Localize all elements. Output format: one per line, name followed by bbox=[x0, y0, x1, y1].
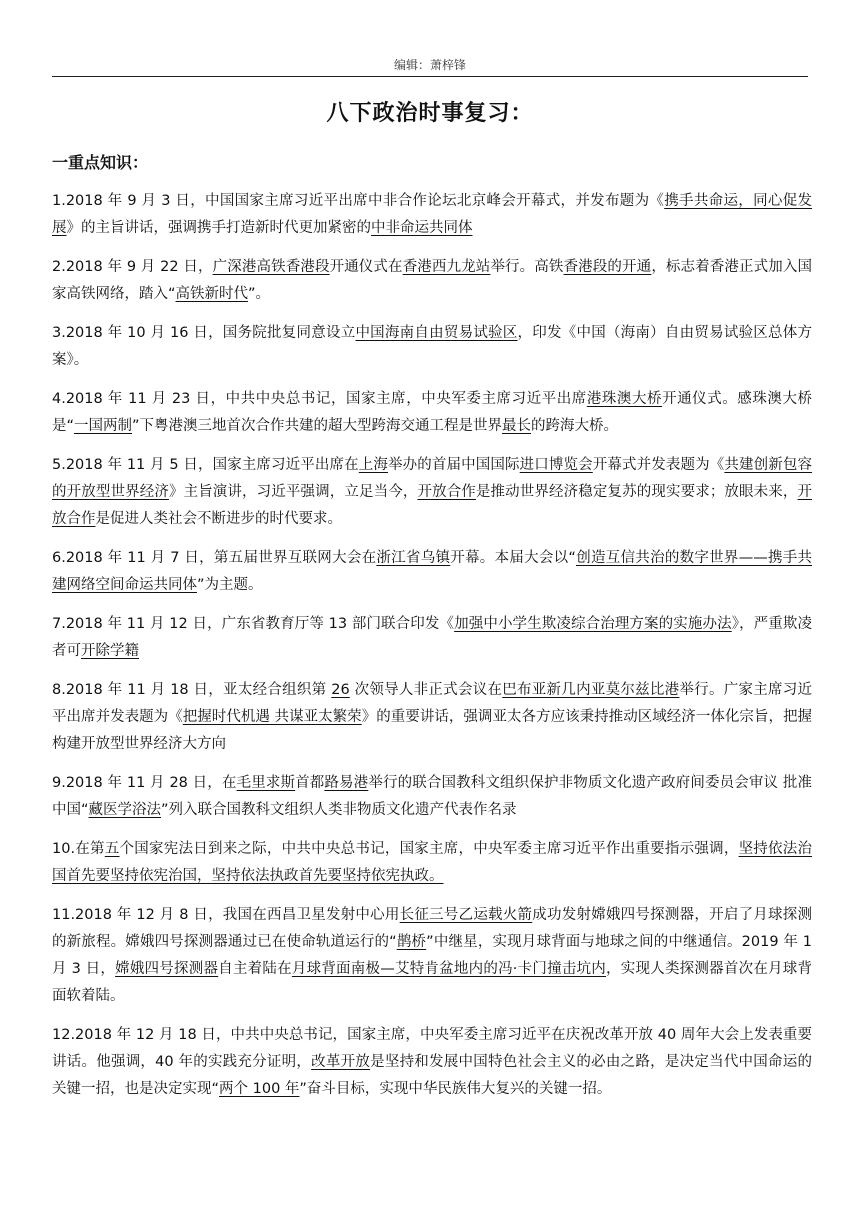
item-text: 的跨海大桥。 bbox=[531, 418, 619, 434]
key-phrase: 嫦娥四号探测器 bbox=[115, 961, 219, 977]
news-item-1 bbox=[52, 188, 812, 242]
key-phrase: 两个 100 年 bbox=[219, 1081, 300, 1097]
key-phrase: 坚持依法治国首先要坚持依宪治国，坚持依法执政首先要坚持依宪执政。 bbox=[52, 841, 813, 884]
item-text: 开幕式并发表题为《 bbox=[592, 457, 725, 473]
item-text: 》，严重欺凌者可 bbox=[52, 616, 813, 659]
item-text: 开幕。本届大会以“ bbox=[450, 550, 576, 566]
item-text: 举行。高铁 bbox=[490, 259, 564, 275]
item-text: ”列入联合国教科文组织人类非物质文化遗产代表作名录 bbox=[161, 802, 517, 818]
news-item-6 bbox=[52, 545, 812, 599]
section-heading: 一重点知识： bbox=[52, 153, 149, 172]
key-phrase: 巴布亚新几内亚莫尔兹比港 bbox=[502, 682, 680, 698]
item-text: ，标志着香港正式加入国家高铁网络，踏入“ bbox=[52, 259, 813, 302]
key-phrase: 香港西九龙站 bbox=[402, 259, 491, 275]
key-phrase: 把握时代机遇 共谋亚太繁荣 bbox=[182, 709, 362, 725]
item-text: 是促进人类社会不断进步的时代要求。 bbox=[95, 511, 342, 527]
key-phrase: 长征三号乙运载火箭 bbox=[399, 907, 533, 923]
news-item-11 bbox=[52, 902, 812, 1010]
item-text: ”奋斗目标，实现中华民族伟大复兴的关键一招。 bbox=[299, 1081, 612, 1097]
item-text: 8.2018 年 11 月 18 日，亚太经合组织第 bbox=[52, 682, 332, 698]
item-text: 4.2018 年 11 月 23 日，中共中央总书记，国家主席，中央军委主席习近平出席 bbox=[52, 391, 587, 407]
item-text: 12.2018 年 12 月 18 日，中共中央总书记，国家主席，中央军委主席习近平在庆祝改革开放 40 周年大会上发表重要讲话。他强调，40 年的实践充分证明， bbox=[52, 1027, 812, 1070]
item-text: 11.2018 年 12 月 8 日，我国在西昌卫星发射中心用 bbox=[52, 907, 400, 923]
item-text: 举办的首届中国国际 bbox=[388, 457, 520, 473]
key-phrase: 改革开放 bbox=[311, 1054, 371, 1070]
key-phrase: 创造互信共治的数字世界——携手共建网络空间命运共同体 bbox=[52, 550, 813, 593]
news-item-list bbox=[52, 188, 812, 1115]
news-item-2 bbox=[52, 254, 812, 308]
item-text: 成功发射嫦娥四号探测器，开启了月球探测的新旅程。嫦娥四号探测器通过已在使命轨道运行的“ bbox=[52, 907, 813, 950]
key-phrase: 月球背面南极—艾特肯盆地内的冯·卡门撞击坑内 bbox=[291, 961, 607, 977]
item-text: 9.2018 年 11 月 28 日，在 bbox=[52, 775, 237, 791]
news-item-3 bbox=[52, 320, 812, 374]
item-text: 》主旨演讲，习近平强调，立足当今， bbox=[168, 484, 418, 500]
key-phrase: 高铁新时代 bbox=[175, 286, 249, 302]
item-text: 自主着陆在 bbox=[218, 961, 292, 977]
item-text: 是推动世界经济稳定复苏的现实要求；放眼未来， bbox=[475, 484, 798, 500]
item-text: 3.2018 年 10 月 16 日，国务院批复同意设立 bbox=[52, 325, 356, 341]
key-phrase: 26 bbox=[331, 682, 350, 698]
item-text: 次领导人非正式会议在 bbox=[349, 682, 503, 698]
news-item-7 bbox=[52, 611, 812, 665]
item-text: 2.2018 年 9 月 22 日， bbox=[52, 259, 213, 275]
key-phrase: 加强中小学生欺凌综合治理方案的实施办法 bbox=[454, 616, 732, 632]
item-text: ”下粤港澳三地首次合作共建的超大型跨海交通工程是世界 bbox=[132, 418, 503, 434]
item-text: 1.2018 年 9 月 3 日，中国国家主席习近平出席中非合作论坛北京峰会开幕式，并发布题为《 bbox=[52, 193, 665, 209]
page-header bbox=[52, 0, 808, 77]
news-item-4 bbox=[52, 386, 812, 440]
item-text: 首都 bbox=[295, 775, 325, 791]
item-text: ，实现人类探测器首次在月球背面软着陆。 bbox=[52, 961, 813, 1004]
key-phrase: 携手共命运，同心促发展 bbox=[52, 193, 813, 236]
item-text: 10.在第 bbox=[52, 841, 105, 857]
key-phrase: 港珠澳大桥 bbox=[586, 391, 663, 407]
document-title: 八下政治时事复习： bbox=[326, 101, 534, 126]
key-phrase: 广深港高铁香港段 bbox=[212, 259, 330, 275]
item-text: 举行。广家主席习近平出席并发表题为《 bbox=[52, 682, 813, 725]
item-text: 5.2018 年 11 月 5 日，国家主席习近平出席在 bbox=[52, 457, 359, 473]
item-text: 是坚持和发展中国特色社会主义的必由之路，是决定当代中国命运的关键一招，也是决定实现“ bbox=[52, 1054, 813, 1097]
key-phrase: 香港段的开通 bbox=[563, 259, 652, 275]
key-phrase: 开除学籍 bbox=[81, 643, 139, 659]
key-phrase: 开放合作 bbox=[417, 484, 476, 500]
news-item-10 bbox=[52, 836, 812, 890]
key-phrase: 进口博览会 bbox=[519, 457, 593, 473]
key-phrase: 上海 bbox=[358, 457, 389, 473]
news-item-5 bbox=[52, 452, 812, 533]
key-phrase: 中非命运共同体 bbox=[371, 220, 473, 236]
key-phrase: 中国海南自由贸易试验区 bbox=[355, 325, 518, 341]
item-text: 》的重要讲话，强调亚太各方应该秉持推动区域经济一体化宗旨，把握构建开放型世界经济大方向 bbox=[52, 709, 813, 752]
item-text: 6.2018 年 11 月 7 日，第五届世界互联网大会在 bbox=[52, 550, 377, 566]
item-text: ”。 bbox=[248, 286, 271, 302]
key-phrase: 浙江省乌镇 bbox=[376, 550, 451, 566]
key-phrase: 共建创新包容的开放型世界经济 bbox=[52, 457, 813, 500]
key-phrase: 藏医学浴法 bbox=[88, 802, 162, 818]
item-text: 开通仪式。感珠澳大桥是“ bbox=[52, 391, 813, 434]
key-phrase: 最长 bbox=[502, 418, 532, 434]
key-phrase: 路易港 bbox=[324, 775, 369, 791]
key-phrase: 毛里求斯 bbox=[236, 775, 296, 791]
item-text: ，印发《中国（海南）自由贸易试验区总体方案》。 bbox=[52, 325, 813, 368]
key-phrase: 五 bbox=[104, 841, 120, 857]
editor-credit: 编辑：萧梓锋 bbox=[393, 58, 466, 72]
news-item-9 bbox=[52, 770, 812, 824]
item-text: 7.2018 年 11 月 12 日，广东省教育厅等 13 部门联合印发《 bbox=[52, 616, 455, 632]
key-phrase: 一国两制 bbox=[74, 418, 133, 434]
item-text: ”为主题。 bbox=[197, 577, 263, 593]
item-text: 举行的联合国教科文组织保护非物质文化遗产政府间委员会审议 批准中国“ bbox=[52, 775, 813, 818]
item-text: 个国家宪法日到来之际，中共中央总书记，国家主席，中央军委主席习近平作出重要指示强调， bbox=[119, 841, 739, 857]
item-text: 开通仪式在 bbox=[329, 259, 403, 275]
item-text: 》的主旨讲话，强调携手打造新时代更加紧密的 bbox=[66, 220, 371, 236]
item-text: ”中继星，实现月球背面与地球之间的中继通信。2019 年 1 月 3 日， bbox=[52, 934, 813, 977]
news-item-12 bbox=[52, 1022, 812, 1103]
news-item-8 bbox=[52, 677, 812, 758]
key-phrase: 开放合作 bbox=[52, 484, 813, 527]
key-phrase: 鹊桥 bbox=[396, 934, 427, 950]
